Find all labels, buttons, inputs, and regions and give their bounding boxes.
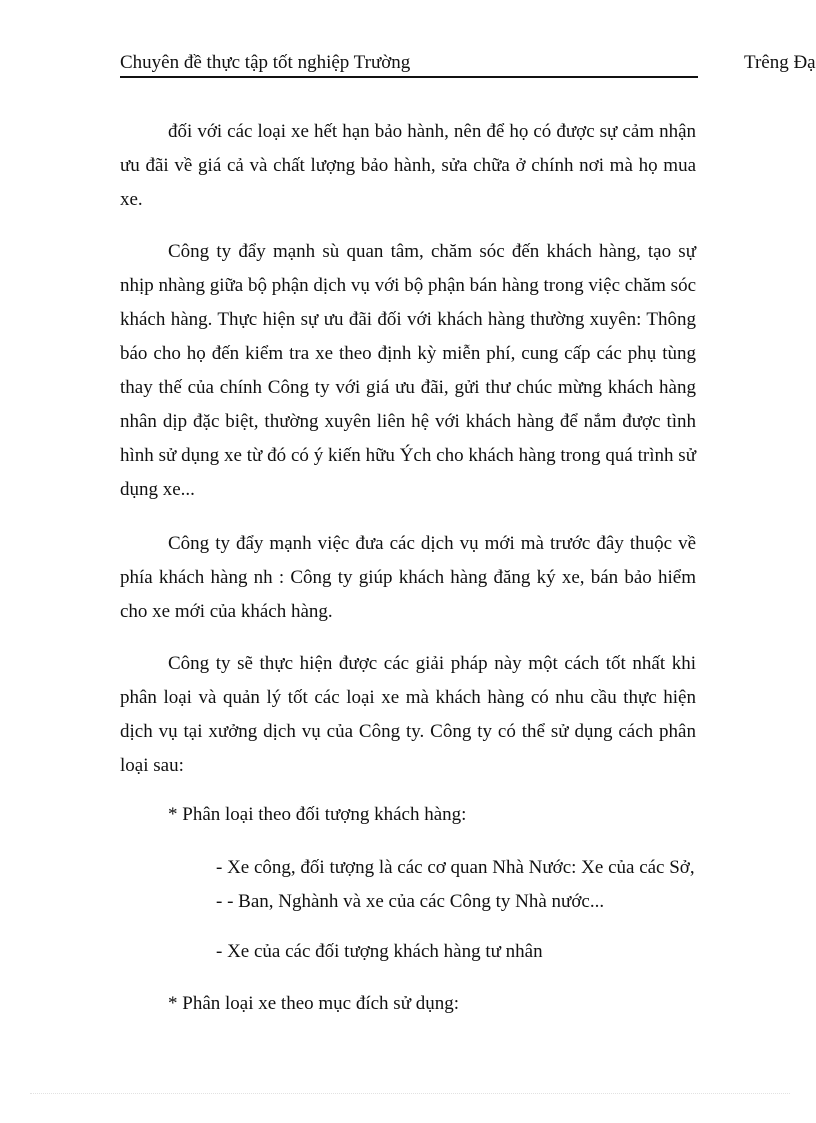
sub-item-private-vehicles: - Xe của các đối tượng khách hàng tư nhân — [216, 941, 543, 962]
paragraph-3: Công ty đẩy mạnh việc đưa các dịch vụ mới mà trước đây thuộc về phía khách hàng nh : Công ty giúp khách hàng đăng ký xe, bán bảo hiểm cho xe mới của khách hàng. — [120, 533, 696, 622]
page-bottom-divider — [30, 1093, 790, 1094]
bullet-usage-purpose: * Phân loại xe theo mục đích sử dụng: — [168, 993, 460, 1014]
bullet-customer-type: * Phân loại theo đối tượng khách hàng: — [168, 804, 467, 825]
sub-item-state-vehicles: - Xe công, đối tượng là các cơ quan Nhà Nước: Xe của các Sở, — [216, 857, 695, 878]
paragraph-1: đối với các loại xe hết hạn bảo hành, nên để họ có được sự cảm nhận ưu đãi về giá cả và chất lượng bảo hành, sửa chữa ở chính nơi mà họ mua xe. — [120, 121, 696, 210]
paragraph-2: Công ty đẩy mạnh sù quan tâm, chăm sóc đến khách hàng, tạo sự nhịp nhàng giữa bộ phận dịch vụ với bộ phận bán hàng trong việc chăm sóc khách hàng. Thực hiện sự ưu đãi đối với khách hàng thường xuyên: Thông báo cho họ đến kiểm tra xe theo định kỳ miễn phí, cung cấp các phụ tùng thay thế của chính Công ty với giá ưu đãi, gửi thư chúc mừng khách hàng nhân dịp đặc biệt, thường xuyên liên hệ với khách hàng để nắm được tình hình sử dụng xe từ đó có ý kiến hữu Ých cho khách hàng trong quá trình sử dụng xe... — [120, 241, 696, 500]
header-divider — [120, 76, 698, 78]
header-left-title: Chuyên đề thực tập tốt nghiệp Trường — [120, 52, 411, 73]
header-right-title: Trêng Đạ — [744, 52, 816, 73]
sub-item-state-vehicles-cont: - - Ban, Nghành và xe của các Công ty Nhà nước... — [216, 891, 605, 912]
paragraph-4: Công ty sẽ thực hiện được các giải pháp này một cách tốt nhất khi phân loại và quản lý tốt các loại xe mà khách hàng có nhu cầu thực hiện dịch vụ tại xưởng dịch vụ của Công ty. Công ty có thể sử dụng cách phân loại sau: — [120, 653, 696, 776]
